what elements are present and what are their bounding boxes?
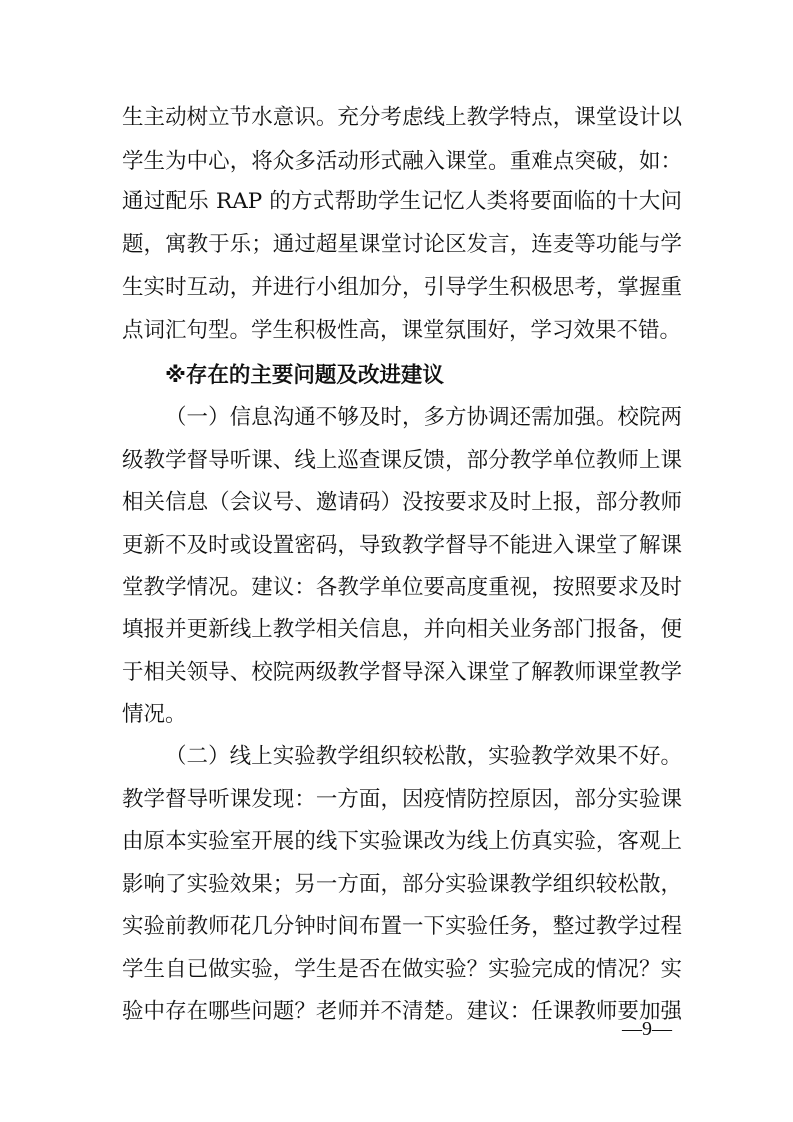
intro-line-5: 生实时互动，并进行小组加分，引导学生积极思考，掌握重	[122, 275, 682, 300]
para-two-line-6: 学生自已做实验，学生是否在做实验？实验完成的情况？实	[122, 957, 682, 982]
intro-line-3: 通过配乐 RAP 的方式帮助学生记忆人类将要面临的十大问	[122, 189, 682, 214]
para-two-line-3: 由原本实验室开展的线下实验课改为线上仿真实验，客观上	[122, 829, 682, 854]
para-one-line-7: 于相关领导、校院两级教学督导深入课堂了解教师课堂教学	[122, 660, 682, 685]
para-two-line-7: 验中存在哪些问题？老师并不清楚。建议：任课教师要加强	[122, 999, 682, 1024]
page-number: —9—	[622, 1018, 672, 1040]
para-two-line-1: （二）线上实验教学组织较松散，实验教学效果不好。	[165, 744, 682, 769]
para-one-line-5: 堂教学情况。建议：各教学单位要高度重视，按照要求及时	[122, 575, 682, 600]
intro-line-2: 学生为中心，将众多活动形式融入课堂。重难点突破，如：	[122, 149, 682, 174]
para-one-line-2: 级教学督导听课、线上巡查课反馈，部分教学单位教师上课	[122, 448, 682, 473]
intro-line-6: 点词汇句型。学生积极性高，课堂氛围好，学习效果不错。	[122, 318, 682, 343]
para-one-line-8: 情况。	[122, 702, 187, 727]
para-two-line-4: 影响了实验效果；另一方面，部分实验课教学组织较松散，	[122, 872, 682, 897]
intro-line-4: 题，寓教于乐；通过超星课堂讨论区发言，连麦等功能与学	[122, 232, 682, 257]
section-heading: ※存在的主要问题及改进建议	[165, 363, 444, 388]
para-one-line-6: 填报并更新线上教学相关信息，并向相关业务部门报备，便	[122, 617, 682, 642]
para-two-line-5: 实验前教师花几分钟时间布置一下实验任务，整过教学过程	[122, 914, 682, 939]
para-one-line-1: （一）信息沟通不够及时，多方协调还需加强。校院两	[165, 405, 682, 430]
para-one-line-4: 更新不及时或设置密码，导致教学督导不能进入课堂了解课	[122, 533, 682, 558]
para-one-line-3: 相关信息（会议号、邀请码）没按要求及时上报，部分教师	[122, 490, 682, 515]
para-two-line-2: 教学督导听课发现：一方面，因疫情防控原因，部分实验课	[122, 787, 682, 812]
intro-line-1: 生主动树立节水意识。充分考虑线上教学特点，课堂设计以	[122, 105, 682, 130]
